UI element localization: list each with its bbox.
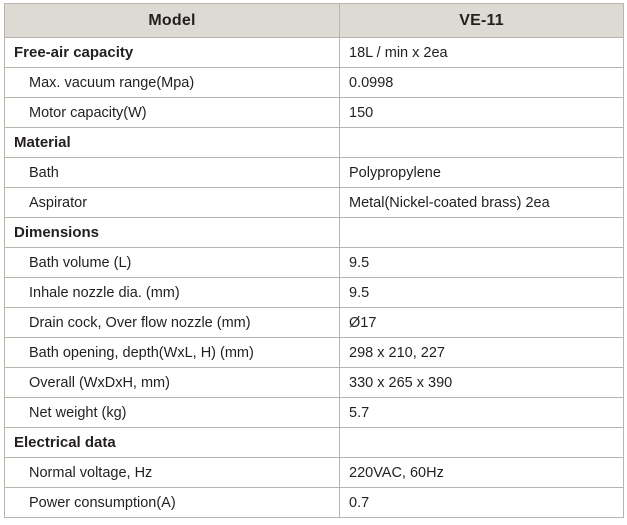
row-section-label: Free-air capacity — [5, 38, 340, 68]
table-row — [5, 68, 624, 98]
row-label: Aspirator — [5, 188, 340, 218]
table-row — [5, 188, 624, 218]
table-row — [5, 128, 624, 158]
row-label: Net weight (kg) — [5, 398, 340, 428]
row-value — [340, 428, 624, 458]
row-label: Overall (WxDxH, mm) — [5, 368, 340, 398]
row-label: Power consumption(A) — [5, 488, 340, 518]
row-value: 150 — [340, 98, 624, 128]
row-section-label: Dimensions — [5, 218, 340, 248]
row-label: Normal voltage, Hz — [5, 458, 340, 488]
table-row — [5, 98, 624, 128]
row-label: Bath — [5, 158, 340, 188]
table-body — [5, 38, 624, 518]
table-row — [5, 248, 624, 278]
table-header — [5, 4, 624, 38]
table-row — [5, 158, 624, 188]
table-row — [5, 38, 624, 68]
row-label: Motor capacity(W) — [5, 98, 340, 128]
row-value: 330 x 265 x 390 — [340, 368, 624, 398]
table-header-row — [5, 4, 624, 38]
row-value — [340, 128, 624, 158]
row-value: 9.5 — [340, 278, 624, 308]
row-value: 0.0998 — [340, 68, 624, 98]
column-header-model: Model — [5, 4, 340, 38]
row-section-label: Material — [5, 128, 340, 158]
table-row — [5, 308, 624, 338]
row-value: 0.7 — [340, 488, 624, 518]
row-value: 298 x 210, 227 — [340, 338, 624, 368]
row-value — [340, 218, 624, 248]
row-value: 5.7 — [340, 398, 624, 428]
row-value: 220VAC, 60Hz — [340, 458, 624, 488]
row-label: Inhale nozzle dia. (mm) — [5, 278, 340, 308]
row-value: Metal(Nickel-coated brass) 2ea — [340, 188, 624, 218]
table-row — [5, 368, 624, 398]
specification-table — [4, 3, 624, 518]
row-label: Drain cock, Over flow nozzle (mm) — [5, 308, 340, 338]
table-row — [5, 428, 624, 458]
row-label: Bath opening, depth(WxL, H) (mm) — [5, 338, 340, 368]
table-row — [5, 488, 624, 518]
row-value: 18L / min x 2ea — [340, 38, 624, 68]
row-value: Polypropylene — [340, 158, 624, 188]
row-section-label: Electrical data — [5, 428, 340, 458]
row-label: Bath volume (L) — [5, 248, 340, 278]
table-row — [5, 458, 624, 488]
row-value: Ø17 — [340, 308, 624, 338]
table-row — [5, 398, 624, 428]
table-row — [5, 338, 624, 368]
row-label: Max. vacuum range(Mpa) — [5, 68, 340, 98]
row-value: 9.5 — [340, 248, 624, 278]
table-row — [5, 218, 624, 248]
column-header-value: VE-11 — [340, 4, 624, 38]
table-row — [5, 278, 624, 308]
